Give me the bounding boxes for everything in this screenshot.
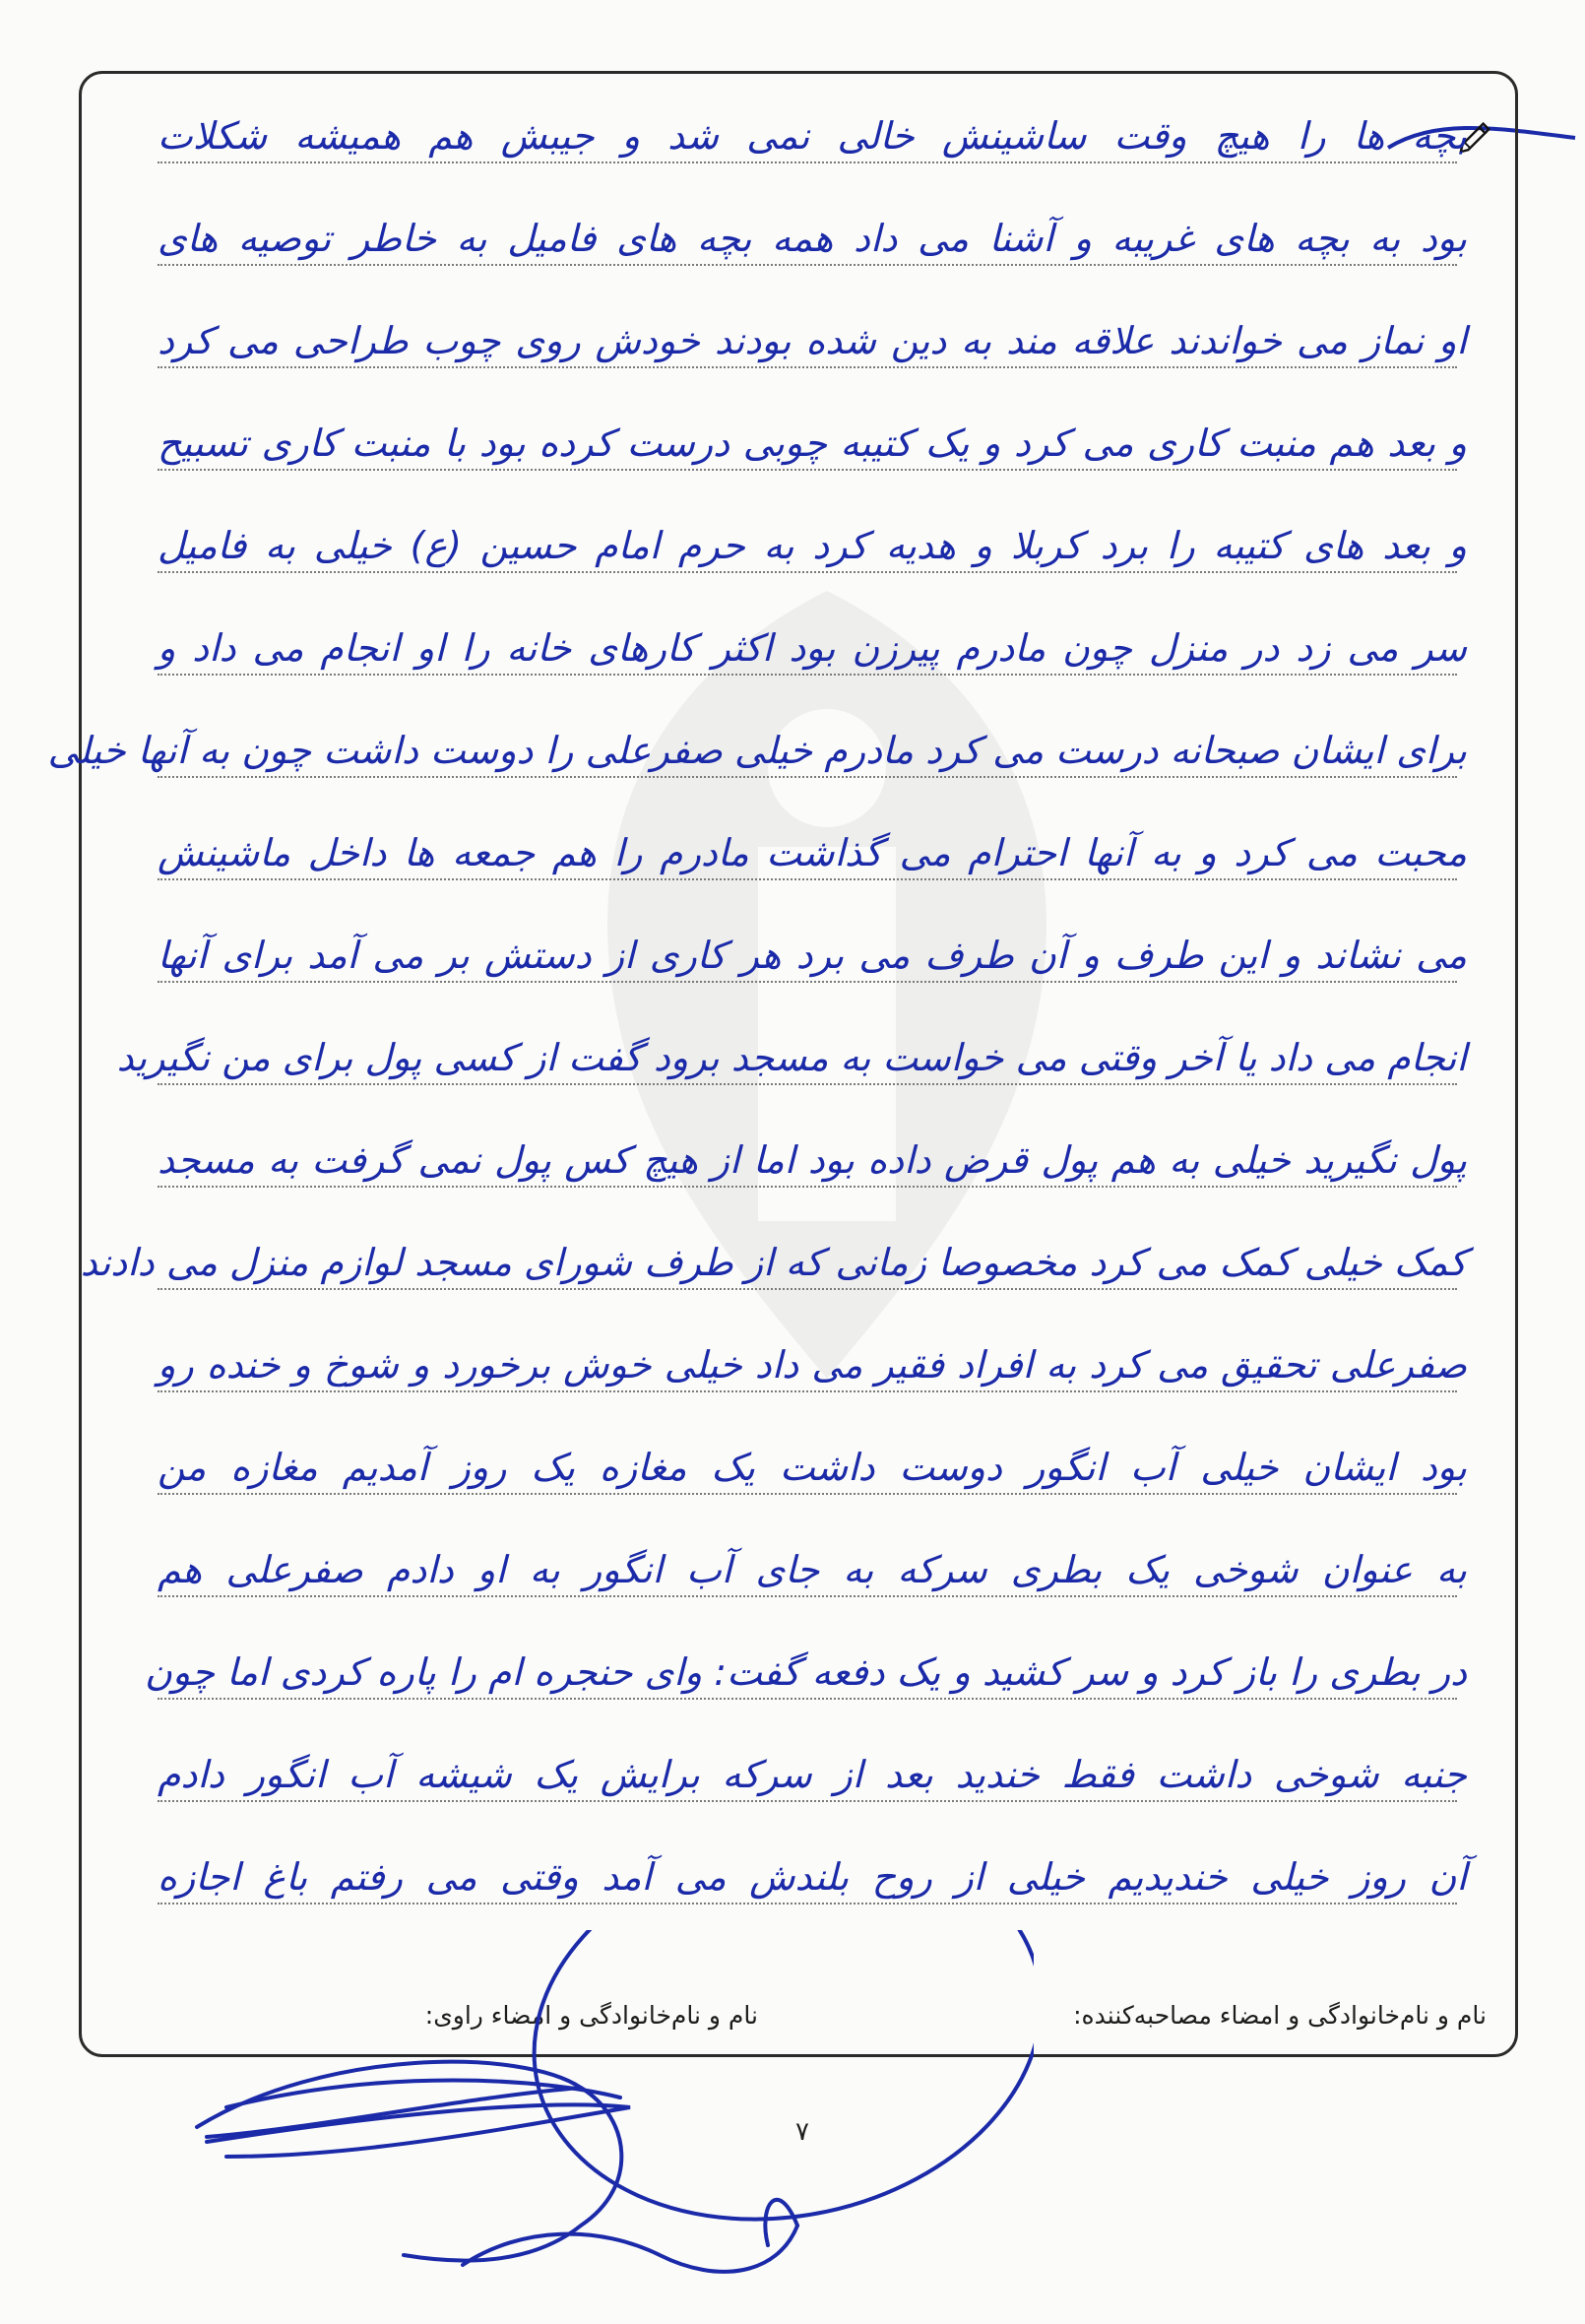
interviewer-signature-label: نام و نام‌خانوادگی و امضاء مصاحبه‌کننده:: [1073, 2001, 1487, 2030]
ruled-line: [158, 981, 1457, 983]
ruled-line: [158, 1288, 1457, 1290]
ruled-line: [158, 1083, 1457, 1085]
handwritten-line: انجام می داد یا آخر وقتی می خواست به مسجد برود گفت از کسی پول برای من نگیرید: [116, 1036, 1467, 1079]
narrator-signature-label: نام و نام‌خانوادگی و امضاء راوی:: [424, 2001, 758, 2030]
ruled-line: [158, 878, 1457, 880]
ruled-line: [158, 1698, 1457, 1700]
ruled-line: [158, 1595, 1457, 1597]
handwritten-line: و بعد هم منبت کاری می کرد و یک کتیبه چوبی درست کرده بود با منبت کاری تسبیح: [158, 421, 1467, 465]
handwritten-line: برای ایشان صبحانه درست می کرد مادرم خیلی صفرعلی را دوست داشت چون به آنها خیلی: [47, 729, 1467, 772]
handwritten-line: بود به بچه های غریبه و آشنا می داد همه بچه های فامیل به خاطر توصیه های: [158, 217, 1467, 260]
page-number: ۷: [795, 2117, 809, 2147]
ruled-line: [158, 571, 1457, 573]
handwritten-line: صفرعلی تحقیق می کرد به افراد فقیر می داد خیلی خوش برخورد و شوخ و خنده رو: [158, 1343, 1467, 1387]
ruled-line: [158, 1493, 1457, 1495]
ruled-line: [158, 1390, 1457, 1392]
handwritten-line: و بعد های کتیبه را برد کربلا و هدیه کرد به حرم امام حسین (ع) خیلی به فامیل: [158, 524, 1467, 567]
ruled-line: [158, 1800, 1457, 1802]
handwritten-text-area: [47, 98, 1477, 1950]
ruled-line: [158, 776, 1457, 778]
signature: [167, 1930, 1034, 2324]
handwritten-line: جنبه شوخی داشت فقط خندید بعد از سرکه برایش یک شیشه آب انگور دادم: [158, 1753, 1467, 1796]
ruled-line: [158, 469, 1457, 471]
handwritten-line: می نشاند و این طرف و آن طرف می برد هر کاری از دستش بر می آمد برای آنها: [158, 934, 1467, 977]
handwritten-line: آن روز خیلی خندیدیم خیلی از روح بلندش می آمد وقتی می رفتم باغ اجازه: [158, 1855, 1467, 1899]
ruled-line: [158, 1903, 1457, 1904]
handwritten-line: به عنوان شوخی یک بطری سرکه به جای آب انگور به او دادم صفرعلی هم: [158, 1548, 1467, 1591]
handwritten-line: محبت می کرد و به آنها احترام می گذاشت مادرم را هم جمعه ها داخل ماشینش: [158, 831, 1467, 874]
ruled-line: [158, 674, 1457, 676]
handwritten-line: سر می زد در منزل چون مادرم پیرزن بود اکثر کارهای خانه را او انجام می داد و: [158, 626, 1467, 670]
ruled-line: [158, 264, 1457, 266]
handwritten-line: بود ایشان خیلی آب انگور دوست داشت یک مغازه یک روز آمدیم مغازه من: [158, 1446, 1467, 1489]
ruled-line: [158, 161, 1457, 163]
handwritten-line: در بطری را باز کرد و سر کشید و یک دفعه گفت: وای حنجره ام را پاره کردی اما چون: [144, 1650, 1467, 1694]
handwritten-line: بچه ها را هیچ وقت ساشینش خالی نمی شد و جیبش هم همیشه شکلات: [158, 114, 1467, 158]
handwritten-line: پول نگیرید خیلی به هم پول قرض داده بود اما از هیچ کس پول نمی گرفت به مسجد: [158, 1138, 1467, 1182]
ruled-line: [158, 1186, 1457, 1188]
handwritten-line: او نماز می خواندند علاقه مند به دین شده بودند خودش روی چوب طراحی می کرد: [158, 319, 1467, 362]
handwritten-line: کمک خیلی کمک می کرد مخصوصا زمانی که از طرف شورای مسجد لوازم منزل می دادند: [80, 1241, 1467, 1284]
ruled-line: [158, 366, 1457, 368]
